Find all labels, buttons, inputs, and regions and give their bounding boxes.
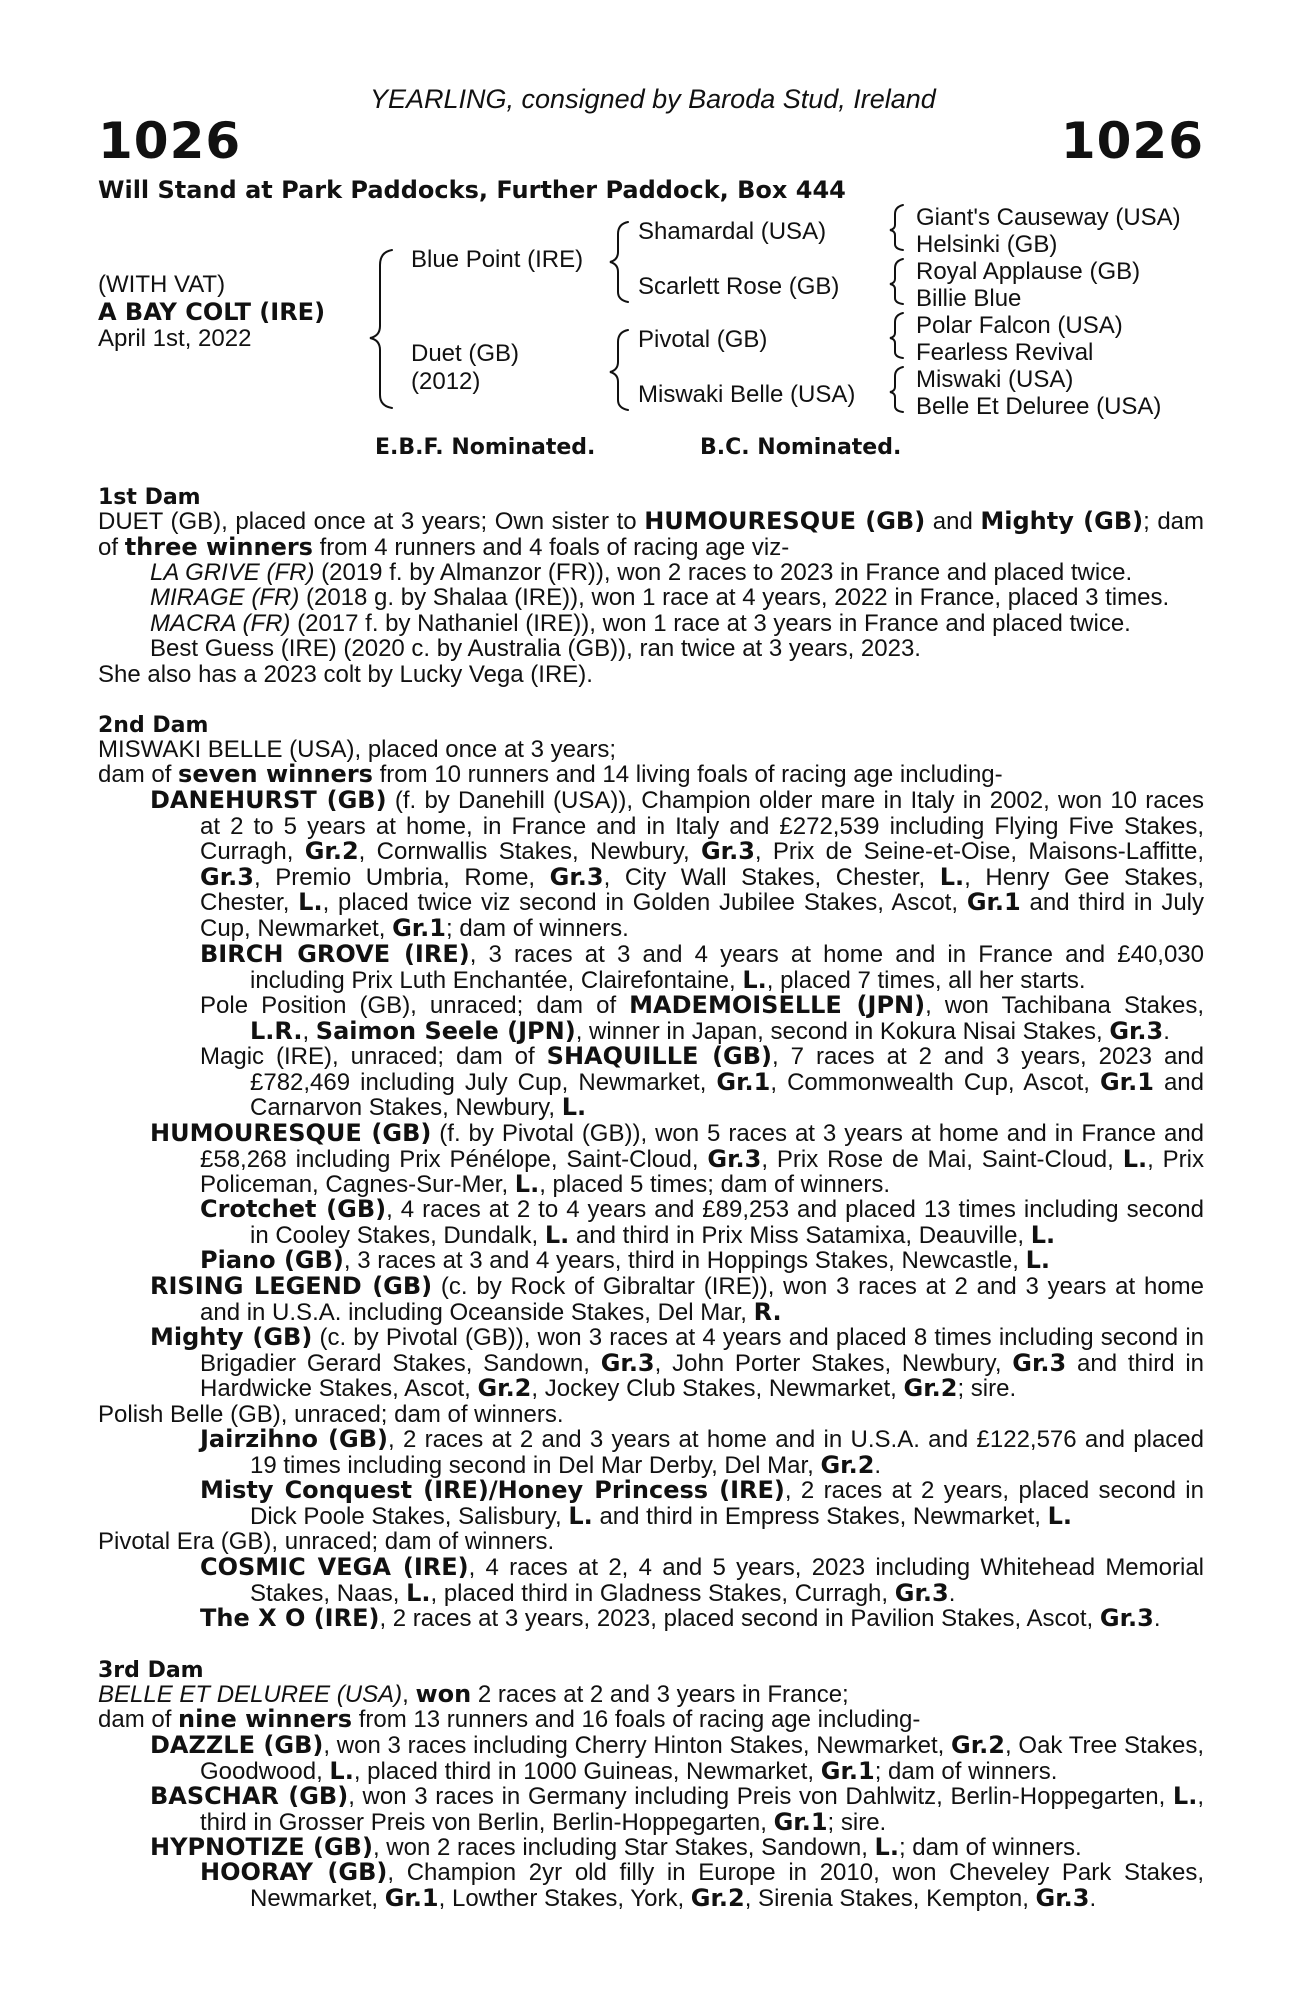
consignor-line: YEARLING, consigned by Baroda Stud, Ireland — [370, 84, 936, 114]
pedigree-gg-4: Billie Blue — [916, 285, 1022, 312]
first-dam-produce-2: MIRAGE (FR) (2018 g. by Shalaa (IRE)), won 1 race at 4 years, 2022 in France, placed 3 times. — [150, 584, 1170, 611]
stand-location: Will Stand at Park Paddocks, Further Paddock, Box 444 — [98, 176, 846, 204]
second-dam-line-1: MISWAKI BELLE (USA), placed once at 3 years; — [98, 736, 616, 763]
pedigree-sire: Blue Point (IRE) — [411, 246, 584, 273]
third-dam-title: 3rd Dam — [98, 1658, 204, 1683]
second-dam-entry-jairzihno: Jairzihno (GB), 2 races at 2 and 3 years at home and in U.S.A. and £122,576 and placed 19 times including second in Del Mar Derby, Del Mar, Gr.2. — [200, 1425, 1204, 1479]
second-dam-entry-cosmic-vega: COSMIC VEGA (IRE), 4 races at 2, 4 and 5 years, 2023 including Whitehead Memorial Stakes, Naas, L., placed third in Gladness Stakes, Curragh, Gr.3. — [200, 1553, 1205, 1607]
pedigree-gg-3: Royal Applause (GB) — [916, 258, 1141, 285]
pedigree-gg-1: Giant's Causeway (USA) — [916, 204, 1181, 231]
pedigree-gg-5: Polar Falcon (USA) — [916, 312, 1123, 339]
pedigree-gg-6: Fearless Revival — [916, 339, 1094, 366]
pedigree-dam-dam: Miswaki Belle (USA) — [638, 381, 856, 408]
second-dam-entry-danehurst: DANEHURST (GB) (f. by Danehill (USA)), Champion older mare in Italy in 2002, won 10 races at 2 to 5 years at home, in France and in Italy and £272,539 including Flying Five Stakes, Curragh, Gr.2, Cornwallis Stakes, Newbury, Gr.3, Prix de Seine-et-Oise, Maisons-Laffitte, Gr.3, Premio Umbria, Rome, Gr.3, City Wall Stakes, Chester, L., Henry Gee Stakes, Chester, L., placed twice viz second in Golden Jubilee Stakes, Ascot, Gr.1 and third in July Cup, Newmarket, Gr.1; dam of winners. — [150, 786, 1205, 942]
brace-main — [370, 250, 392, 408]
lot-number-right: 1026 — [1060, 112, 1204, 170]
first-dam-summary: DUET (GB), placed once at 3 years; Own sister to HUMOURESQUE (GB) and Mighty (GB); dam of three winners from 4 runners and 4 foals of racing age viz- — [98, 507, 1205, 561]
pedigree-dam: Duet (GB) — [411, 340, 520, 367]
brace-gg1 — [890, 205, 903, 250]
second-dam-title: 2nd Dam — [98, 713, 209, 738]
lot-number-left: 1026 — [98, 112, 242, 170]
second-dam-entry-crotchet: Crotchet (GB), 4 races at 2 to 4 years and £89,253 and placed 13 times including second in Cooley Stakes, Dundalk, L. and third in Prix Miss Satamixa, Deauville, L. — [200, 1195, 1204, 1249]
second-dam-entry-magic: Magic (IRE), unraced; dam of SHAQUILLE (GB), 7 races at 2 and 3 years, 2023 and £782,469 including July Cup, Newmarket, Gr.1, Commonwealth Cup, Ascot, Gr.1 and Carnarvon Stakes, Newbury, L. — [200, 1042, 1205, 1121]
first-dam-note: She also has a 2023 colt by Lucky Vega (IRE). — [98, 661, 593, 688]
third-dam-line-2: dam of nine winners from 13 runners and 16 foals of racing age including- — [98, 1705, 921, 1733]
brace-gg2 — [890, 259, 903, 304]
pedigree-gg-2: Helsinki (GB) — [916, 231, 1058, 258]
pedigree-sire-dam: Scarlett Rose (GB) — [638, 273, 840, 300]
first-dam-produce-4: Best Guess (IRE) (2020 c. by Australia (GB)), ran twice at 3 years, 2023. — [150, 635, 921, 662]
second-dam-entry-pivotal-era: Pivotal Era (GB), unraced; dam of winners. — [98, 1528, 555, 1555]
pedigree-gg-7: Miswaki (USA) — [916, 366, 1074, 393]
third-dam-entry-hypnotize: HYPNOTIZE (GB), won 2 races including Star Stakes, Sandown, L.; dam of winners. — [150, 1833, 1082, 1861]
second-dam-entry-birch-grove: BIRCH GROVE (IRE), 3 races at 3 and 4 years at home and in France and £40,030 including Prix Luth Enchantée, Clairefontaine, L., placed 7 times, all her starts. — [200, 940, 1204, 994]
pedigree-sire-sire: Shamardal (USA) — [638, 218, 827, 245]
second-dam-entry-mighty: Mighty (GB) (c. by Pivotal (GB)), won 3 races at 4 years and placed 8 times including second in Brigadier Gerard Stakes, Sandown, Gr.3, John Porter Stakes, Newbury, Gr.3 and third in Hardwicke Stakes, Ascot, Gr.2, Jockey Club Stakes, Newmarket, Gr.2; sire. — [150, 1323, 1205, 1402]
first-dam-produce-3: MACRA (FR) (2017 f. by Nathaniel (IRE)), won 1 race at 3 years in France and placed twice. — [150, 610, 1131, 637]
ebf-nominated: E.B.F. Nominated. — [375, 435, 596, 460]
third-dam-entry-dazzle: DAZZLE (GB), won 3 races including Cherry Hinton Stakes, Newmarket, Gr.2, Oak Tree Stakes, Goodwood, L., placed third in 1000 Guineas, Newmarket, Gr.1; dam of winners. — [150, 1731, 1204, 1785]
horse-name: A BAY COLT (IRE) — [98, 298, 326, 326]
brace-sire — [610, 222, 628, 302]
vat-label: (WITH VAT) — [98, 271, 226, 298]
first-dam-produce-1: LA GRIVE (FR) (2019 f. by Almanzor (FR)), won 2 races to 2023 in France and placed twice. — [150, 559, 1133, 586]
first-dam-title: 1st Dam — [98, 485, 201, 510]
foaling-date: April 1st, 2022 — [98, 325, 252, 352]
pedigree-dam-sire: Pivotal (GB) — [638, 326, 768, 353]
second-dam-entry-rising-legend: RISING LEGEND (GB) (c. by Rock of Gibraltar (IRE)), won 3 races at 2 and 3 years at home and in U.S.A. including Oceanside Stakes, Del Mar, R. — [150, 1272, 1204, 1326]
second-dam-entry-misty-conquest: Misty Conquest (IRE)/Honey Princess (IRE), 2 races at 2 years, placed second in Dick Poole Stakes, Salisbury, L. and third in Empress Stakes, Newmarket, L. — [200, 1476, 1204, 1530]
second-dam-entry-polish-belle: Polish Belle (GB), unraced; dam of winners. — [98, 1401, 564, 1428]
pedigree-dam-year: (2012) — [411, 368, 481, 395]
second-dam-entry-pole-position: Pole Position (GB), unraced; dam of MADEMOISELLE (JPN), won Tachibana Stakes, L.R., Saimon Seele (JPN), winner in Japan, second in Kokura Nisai Stakes, Gr.3. — [200, 991, 1204, 1045]
second-dam-entry-humouresque: HUMOURESQUE (GB) (f. by Pivotal (GB)), won 5 races at 3 years at home and in France and £58,268 including Prix Pénélope, Saint-Cloud, Gr.3, Prix Rose de Mai, Saint-Cloud, L., Prix Policeman, Cagnes-Sur-Mer, L., placed 5 times; dam of winners. — [150, 1119, 1205, 1198]
second-dam-line-2: dam of seven winners from 10 runners and 14 living foals of racing age including- — [98, 760, 1003, 788]
third-dam-entry-hooray: HOORAY (GB), Champion 2yr old filly in Europe in 2010, won Cheveley Park Stakes, Newmarket, Gr.1, Lowther Stakes, York, Gr.2, Sirenia Stakes, Kempton, Gr.3. — [200, 1858, 1205, 1912]
bc-nominated: B.C. Nominated. — [700, 435, 902, 460]
second-dam-entry-the-x-o: The X O (IRE), 2 races at 3 years, 2023, placed second in Pavilion Stakes, Ascot, Gr.3. — [200, 1604, 1161, 1632]
brace-dam — [610, 330, 628, 410]
second-dam-entry-piano: Piano (GB), 3 races at 3 and 4 years, third in Hoppings Stakes, Newcastle, L. — [200, 1246, 1050, 1274]
third-dam-line-1: BELLE ET DELUREE (USA), won 2 races at 2 and 3 years in France; — [98, 1680, 849, 1708]
pedigree-gg-8: Belle Et Deluree (USA) — [916, 393, 1162, 420]
brace-gg4 — [890, 367, 903, 412]
brace-gg3 — [890, 313, 903, 358]
third-dam-entry-baschar: BASCHAR (GB), won 3 races in Germany including Preis von Dahlwitz, Berlin-Hoppegarten, L., third in Grosser Preis von Berlin, Berlin-Hoppegarten, Gr.1; sire. — [150, 1782, 1204, 1836]
